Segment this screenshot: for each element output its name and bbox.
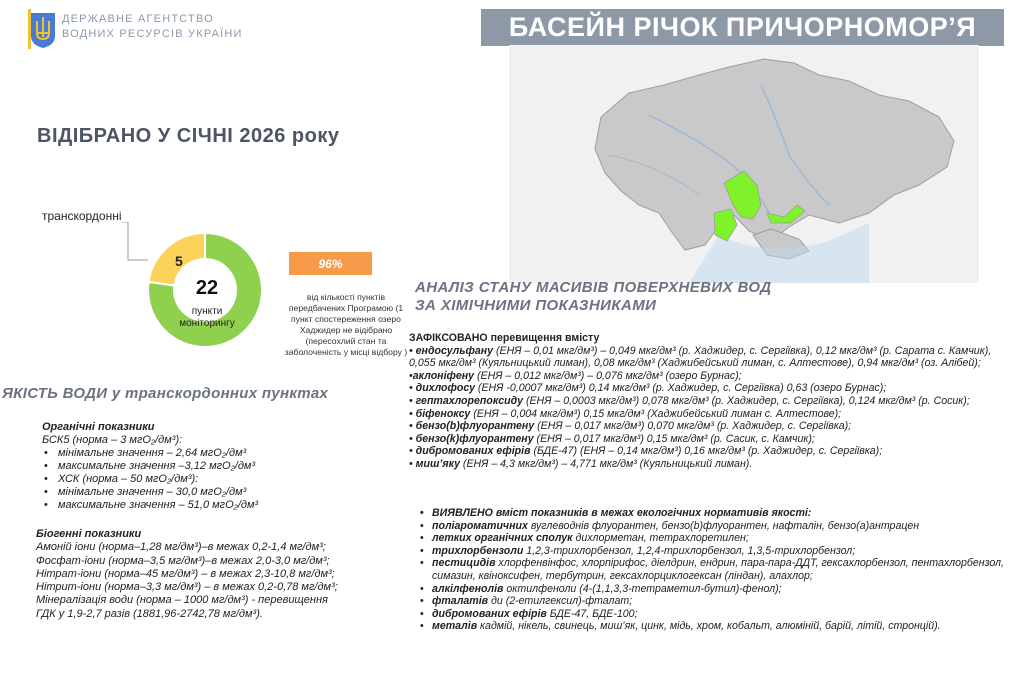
biogenic-line: ГДК у 1,9-2,7 разів (1881,96-2742,78 мг/дм³). (36, 607, 263, 620)
list-item: • алкілфенолів октилфеноли (4-(1,1,3,3-тетраметил-бутил)-фенол); (432, 583, 1015, 596)
list-item: • ХСК (норма – 50 мгО₂/дм³): (58, 473, 387, 486)
page-title: БАСЕЙН РІЧОК ПРИЧОРНОМОР’Я (481, 9, 1004, 46)
map-panel (509, 45, 979, 283)
list-item: • трихлорбензоли 1,2,3-трихлорбензол, 1,2,4-трихлорбензол, 1,3,5-трихлорбензол; (432, 545, 1015, 558)
donut-callout-line (122, 222, 148, 260)
biogenic-line: Амоній іони (норма–1,28 мг/дм³)–в межах 0,2-1,4 мг/дм³; (36, 541, 326, 554)
list-item: • фталатів ди (2-етилгексил)-фталат; (432, 595, 1015, 608)
hsk-list (42, 473, 387, 512)
donut-callout-label: транскордонні (42, 209, 122, 223)
exceedance-heading: ЗАФІКСОВАНО перевищення вмісту (409, 332, 600, 344)
list-item: • пестицидів хлорфенвінфос, хлорпірифос, діелдрин, ендрин, пара-пара-ДДТ, гексахлорбензол, пентахлорбензол, симазин, квіноксифен, тербутрин, гексахлорциклогексан (ліндан), алахлор; (432, 557, 1015, 582)
within-norms-heading: • ВИЯВЛЕНО вміст показників в межах екологічних нормативів якості: (432, 507, 1015, 520)
list-item: • мінімальне значення – 30,0 мгО₂/дм³ (58, 486, 387, 499)
within-norms-list (420, 507, 1015, 633)
list-item: • поліароматичних вуглеводнів флуорантен, бензо(b)флуорантен, нафталін, бензо(а)антрацен (432, 520, 1015, 533)
bsk5-list (42, 447, 387, 473)
agency-name: ДЕРЖАВНЕ АГЕНТСТВО ВОДНИХ РЕСУРСІВ УКРАЇНИ (62, 13, 243, 40)
exceedance-list (409, 332, 1014, 471)
quality-title: ЯКІСТЬ ВОДИ у транскордонних пунктах (2, 385, 329, 402)
trident-emblem-icon (28, 9, 58, 49)
list-item: • бензо(k)флуорантену (ЕНЯ – 0,017 мкг/дм³) 0,15 мкг/дм³ (р. Сасик, с. Камчик); (409, 432, 815, 445)
list-item: •аклоніфену (ЕНЯ – 0,012 мкг/дм³) – 0,076 мкг/дм³ (озеро Бурнас); (409, 369, 742, 382)
biogenic-line: Нітрат-іони (норма–45 мг/дм³) – в межах 2,3-10,8 мг/дм³; (36, 567, 335, 580)
analysis-title: АНАЛІЗ СТАНУ МАСИВІВ ПОВЕРХНЕВИХ ВОД ЗА ХІМІЧНИМИ ПОКАЗНИКАМИ (415, 279, 772, 314)
list-item: • бензо(b)флуорантену (ЕНЯ – 0,017 мкг/дм³) 0,070 мкг/дм³ (р. Хаджидер, с. Сергіївка); (409, 420, 852, 433)
percent-badge: 96% (289, 252, 372, 275)
biogenic-line: Фосфат-іони (норма–3,5 мг/дм³)–в межах 2,0-3,0 мг/дм³; (36, 554, 330, 567)
slice-value-label: 5 (175, 253, 183, 269)
ukraine-map-icon (509, 45, 979, 283)
list-item: • миш’яку (ЕНЯ – 4,3 мкг/дм³) – 4,771 мкг/дм³ (Куяльницький лиман). (409, 457, 753, 470)
organic-indicators (42, 421, 387, 512)
list-item: • максимальне значення –3,12 мгО₂/дм³ (58, 460, 387, 473)
list-item: • максимальне значення – 51,0 мгО₂/дм³ (58, 499, 387, 512)
list-item: • летких органічних сполук дихлорметан, тетрахлоретилен; (432, 532, 1015, 545)
list-item: • дибромованих ефірів БДЕ-47, БДЕ-100; (432, 608, 1015, 621)
biogenic-heading: Біогенні показники (36, 528, 142, 540)
donut-total-value: 22 (195, 277, 219, 299)
organic-heading: Органічні показники (42, 421, 155, 433)
list-item: • металів кадмій, нікель, свинець, миш’як, цинк, мідь, хром, кобальт, алюміній, барій, літій, стронцій). (432, 620, 1015, 633)
list-item: • біфеноксу (ЕНЯ – 0,004 мкг/дм³) 0,15 мкг/дм³ (Хаджибейський лиман с. Алтестове); (409, 407, 842, 420)
list-item: • ендосульфану (ЕНЯ – 0,01 мкг/дм³) – 0,049 мкг/дм³ (р. Хаджидер, с. Сергіївка), 0,12 мкг/дм³ (р. Сарата с. Камчик), 0,055 мкг/дм³ (Куяльницький лиман), 0,08 мкг/дм³ (Хаджибейський лиман, с. Алтестове), 0,94 мкг/дм³ (оз. Алібей); (409, 344, 992, 370)
agency-emblem (28, 9, 58, 49)
biogenic-indicators (36, 528, 381, 621)
list-item: • мінімальне значення – 2,64 мгО₂/дм³ (58, 447, 387, 460)
list-item: • дихлофосу (ЕНЯ -0,0007 мкг/дм³) 0,14 мкг/дм³ (р. Хаджидер, с. Сергіївка) 0,63 (озеро Бурнас); (409, 382, 887, 395)
bsk5-line: БСК5 (норма – 3 мгО₂/дм³): (42, 434, 183, 446)
list-item: • гептахлорепоксиду (ЕНЯ – 0,0003 мкг/дм³) 0,078 мкг/дм³ (р. Хаджидер, с. Сергіївка), 0,124 мкг/дм³ (р. Сосик); (409, 394, 970, 407)
percent-note: від кількості пунктів передбачених Програмою (1 пункт спостереження озеро Хаджидер не відібрано (пересохлий стан та заболоченість у місці відбору ) (284, 292, 408, 357)
list-item: • дибромованих ефірів (БДЕ-47) (ЕНЯ – 0,14 мкг/дм³) 0,16 мкг/дм³ (р. Хаджидер, с. Сергіївка); (409, 445, 883, 458)
biogenic-line: Мінералізація води (норма – 1000 мг/дм³) - перевищення (36, 594, 328, 607)
biogenic-line: Нітрит-іони (норма–3,3 мг/дм³) – в межах 0,2-0,78 мг/дм³; (36, 581, 338, 594)
sampled-title: ВІДІБРАНО У СІЧНІ 2026 року (37, 125, 340, 147)
donut-total-label: пункти моніторингу (179, 306, 235, 329)
